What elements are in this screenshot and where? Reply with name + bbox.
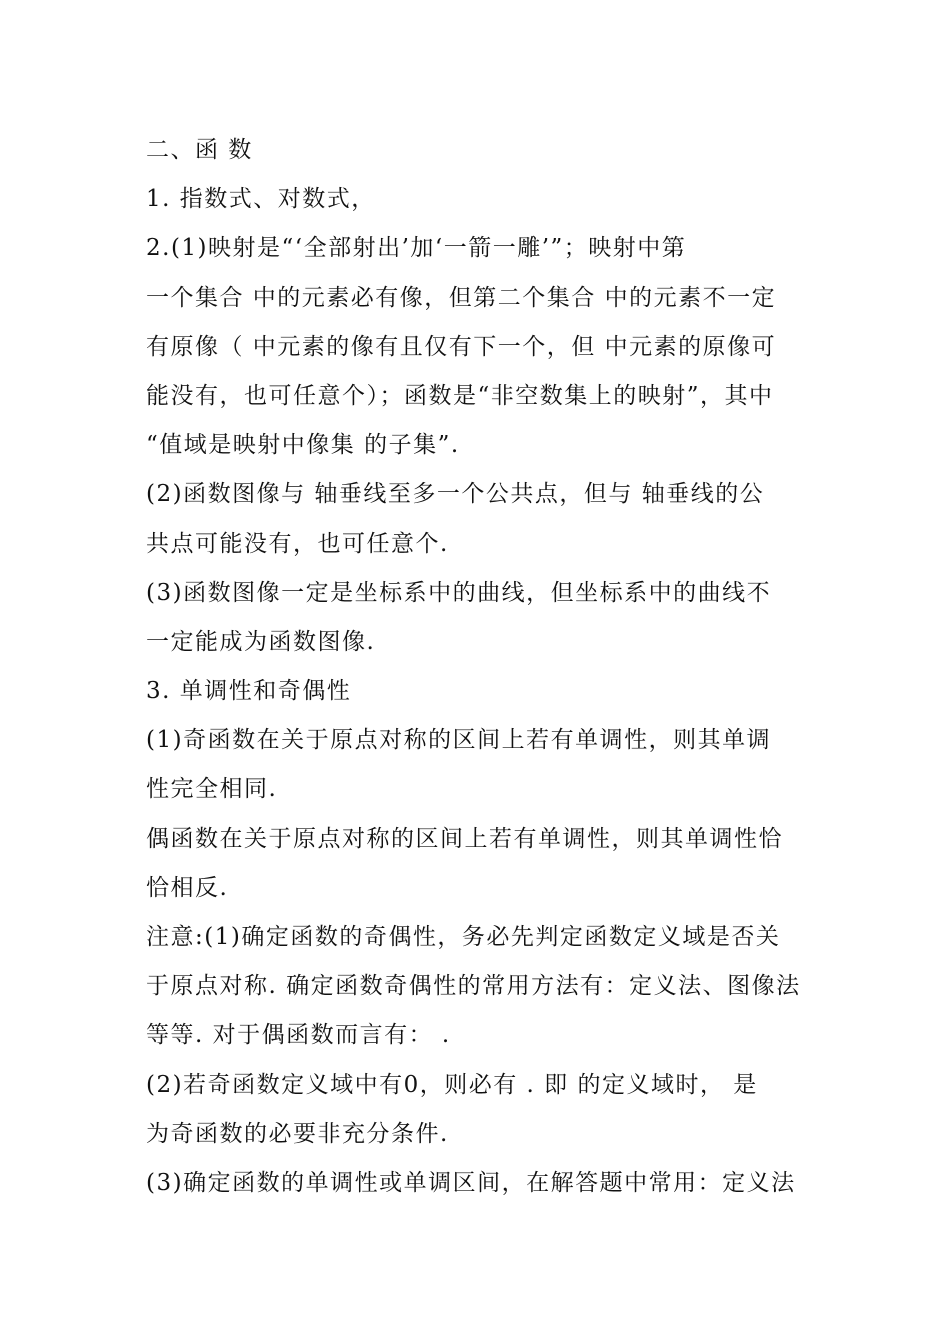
text-line: 于原点对称. 确定函数奇偶性的常用方法有：定义法、图像法	[146, 973, 801, 1000]
text-line: 一个集合 中的元素必有像，但第二个集合 中的元素不一定	[146, 284, 777, 311]
text-line: 恰相反.	[146, 874, 229, 901]
text-line: 等等. 对于偶函数而言有： .	[146, 1022, 451, 1049]
text-line: (1)奇函数在关于原点对称的区间上若有单调性，则其单调	[146, 727, 772, 754]
text-line: 为奇函数的必要非充分条件.	[146, 1120, 449, 1147]
text-line: 一定能成为函数图像.	[146, 628, 376, 655]
text-line: 偶函数在关于原点对称的区间上若有单调性，则其单调性恰	[146, 825, 783, 852]
text-line: 1. 指数式、对数式，	[146, 186, 376, 213]
text-line: 能没有，也可任意个）；函数是“非空数集上的映射”，其中	[146, 382, 774, 409]
subsection-heading: 3. 单调性和奇偶性	[146, 678, 352, 705]
text-line: “值域是映射中像集 的子集”.	[146, 432, 460, 459]
text-line: (3)确定函数的单调性或单调区间，在解答题中常用：定义法	[146, 1169, 796, 1196]
text-line: 共点可能没有，也可任意个.	[146, 530, 449, 557]
text-line: 性完全相同.	[146, 776, 278, 803]
section-heading: 二、函 数	[146, 137, 253, 163]
text-line: 有原像（ 中元素的像有且仅有下一个，但 中元素的原像可	[146, 333, 777, 360]
text-line: 注意:(1)确定函数的奇偶性，务必先判定函数定义域是否关	[146, 924, 781, 950]
text-line: (2)若奇函数定义域中有0，则必有 . 即 的定义域时， 是	[146, 1071, 758, 1098]
text-line: 2.(1)映射是“‘全部射出’加‘一箭一雕’”；映射中第	[146, 235, 687, 262]
document-body	[146, 126, 810, 1208]
text-line: (3)函数图像一定是坐标系中的曲线，但坐标系中的曲线不	[146, 579, 772, 606]
text-line: (2)函数图像与 轴垂线至多一个公共点，但与 轴垂线的公	[146, 481, 765, 508]
